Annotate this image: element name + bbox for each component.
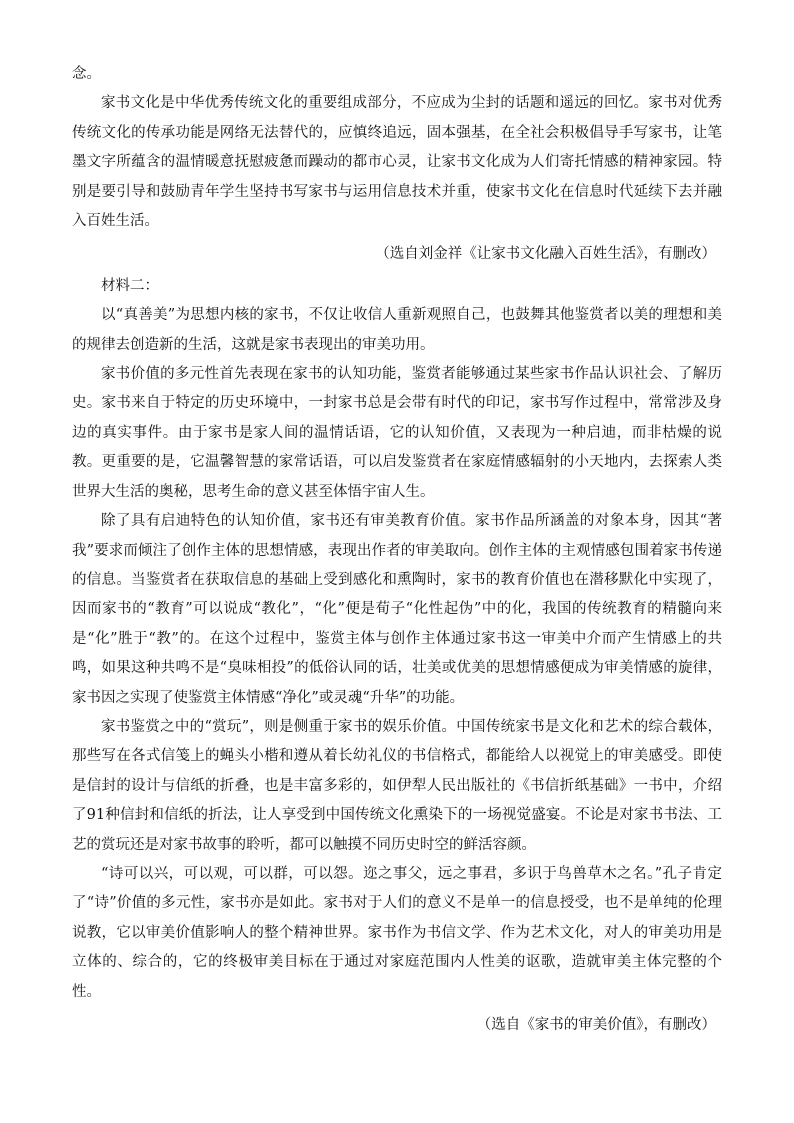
source-citation-1: （选自刘金祥《让家书文化融入百姓生活》，有删改） [375,246,716,263]
continuation-text: 念。 [72,66,101,82]
material2-paragraph-2: 家书价值的多元性首先表现在家书的认知功能，鉴赏者能够通过某些家书作品认识社会、了解历史。家书来自于特定的历史环境中，一封家书总是会带有时代的印记，家书写作过程中，常常涉及身边的真实事件。由于家书是家人间的温情话语，它的认知价值，又表现为一种启迪，而非枯燥的说教。更重要的是，它温馨智慧的家常话语，可以启发鉴赏者在家庭情感辐射的小天地内，去探索人类世界大生活的奥秘，思考生命的意义甚至体悟宇宙人生。 [72,366,722,500]
material2-heading: 材料二： [101,277,159,294]
material2-paragraph-5: “诗可以兴，可以观，可以群，可以怨。迩之事父，远之事君，多识于鸟兽草木之名。”孔子肯定了“诗”价值的多元性，家书亦是如此。家书对于人们的意义不是单一的信息授受，也不是单纯的伦理说教，它以审美价值影响人的整个精神世界。家书作为书信文学、作为艺术文化，对人的审美功用是立体的、综合的，它的终极审美目标在于通过对家庭范围内人性美的讴歌，造就审美主体完整的个性。 [72,865,722,1000]
material1-paragraph: 家书文化是中华优秀传统文化的重要组成部分，不应成为尘封的话题和遥远的回忆。家书对优秀传统文化的传承功能是网络无法替代的，应慎终追远，固本强基，在全社会积极倡导手写家书，让笔墨文字所蕴含的温情暖意抚慰疲惫而躁动的都市心灵，让家书文化成为人们寄托情感的精神家园。特别是要引导和鼓励青年学生坚持书写家书与运用信息技术并重，使家书文化在信息时代延续下去并融入百姓生活。 [72,95,722,230]
document-page [72,60,722,1042]
material2-paragraph-4: 家书鉴赏之中的“赏玩”，则是侧重于家书的娱乐价值。中国传统家书是文化和艺术的综合载体，那些写在各式信笺上的蝇头小楷和遵从着长幼礼仪的书信格式，都能给人以视觉上的审美感受。即使是信封的设计与信纸的折叠，也是丰富多彩的，如伊犁人民出版社的《书信折纸基础》一书中，介绍了91种信封和信纸的折法，让人享受到中国传统文化熏染下的一场视觉盛宴。不论是对家书书法、工艺的赏玩还是对家书故事的聆听，都可以触摸不同历史时空的鲜活容颜。 [72,718,722,853]
material2-paragraph-3: 除了具有启迪特色的认知价值，家书还有审美教育价值。家书作品所涵盖的对象本身，因其“著我”要求而倾注了创作主体的思想情感，表现出作者的审美取向。创作主体的主观情感包围着家书传递的信息。当鉴赏者在获取信息的基础上受到感化和熏陶时，家书的教育价值也在潜移默化中实现了，因而家书的“教育”可以说成“教化”，“化”便是荀子“化性起伪”中的化，我国的传统教育的精髓向来是“化”胜于“教”的。在这个过程中，鉴赏主体与创作主体通过家书这一审美中介而产生情感上的共鸣，如果这种共鸣不是“臭味相投”的低俗认同的话，壮美或优美的思想情感便成为审美情感的旋律，家书因之实现了使鉴赏主体情感“净化”或灵魂“升华”的功能。 [72,513,722,706]
material2-paragraph-1: 以“真善美”为思想内核的家书，不仅让收信人重新观照自己，也鼓舞其他鉴赏者以美的理想和美的规律去创造新的生活，这就是家书表现出的审美功用。 [72,307,722,353]
source-citation-2: （选自《家书的审美价值》，有删改） [476,1017,716,1033]
